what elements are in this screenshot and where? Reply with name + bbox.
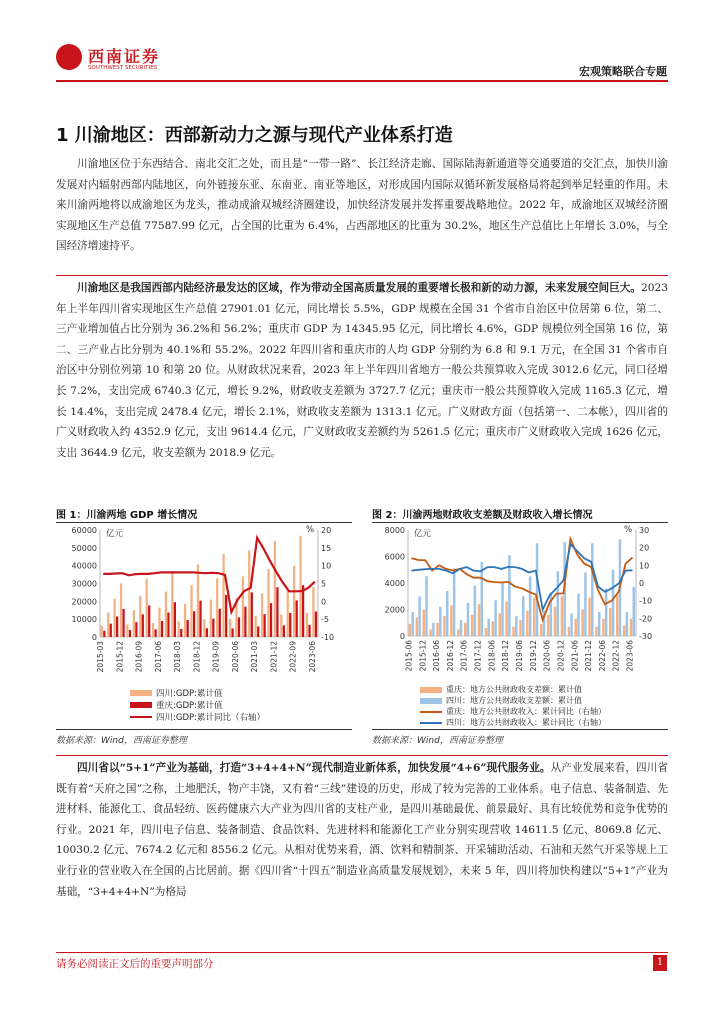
chart-bar (591, 543, 593, 636)
y-axis-unit: 亿元 (106, 529, 124, 539)
chart-bar (626, 612, 628, 636)
x-tick-label: 2019-12 (528, 640, 538, 672)
chart-bar (526, 611, 528, 636)
x-tick-label: 2021-12 (584, 640, 594, 672)
chart-bar (184, 604, 186, 637)
chart-bar (178, 621, 180, 637)
chart-bar (158, 608, 160, 637)
paragraph-1-text: 川渝地区位于东西结合、南北交汇之处，而且是“一带一路”、长江经济走廊、国际陆海新通道等交通要道的交汇点，加快川渝发展对内辐射西部内陆地区，向外链接东亚、东南亚、南亚等地区，对形成国内国际双循环新发展格局将起到举足轻重的作用。未来川渝两地将以成渝地区为龙头，推动成渝双城经济圈建设，加快经济发展并发挥重要战略地位。2022 年，成渝地区双城经济圈实现地区生产总值 77587.99 亿元，占全国的比重为 6.4%，占西部地区的比重为 30.2%，地区生产总值比上年增长 3.0%，与全国经济增速持平。 (56, 158, 668, 253)
x-tick-label: 2018-06 (487, 640, 497, 672)
y-tick-label: 2000 (384, 605, 405, 615)
x-tick-label: 2015-12 (115, 641, 125, 673)
logo-text-cn: 西南证券 (88, 47, 161, 66)
chart-bar (623, 625, 625, 636)
x-tick-label: 2017-06 (153, 641, 163, 673)
chart-bar (139, 596, 141, 637)
chart-bar (180, 629, 182, 637)
chart-bar (557, 571, 559, 636)
x-tick-label: 2018-12 (192, 641, 202, 673)
chart-bar (529, 576, 531, 636)
chart-bar (122, 609, 124, 637)
legend-line-icon (420, 722, 442, 724)
chart-bar (312, 587, 314, 637)
chart-bar (411, 612, 413, 636)
chart-bar (274, 541, 276, 637)
chart-bar (296, 600, 298, 637)
chart-bar (152, 623, 154, 637)
chart-bar (171, 571, 173, 637)
chart-bar (267, 569, 269, 637)
x-tick-label: 2015-03 (96, 641, 106, 673)
figure-2-legend-item-cq-bar: 重庆：地方公共财政收支差额：累计值 (420, 684, 606, 695)
x-tick-label: 2021-03 (250, 641, 260, 673)
chart-bar (225, 595, 227, 637)
chart-bar (540, 624, 542, 636)
chart-bar (409, 624, 411, 636)
chart-bar (505, 602, 507, 636)
x-tick-label: 2016-06 (432, 640, 442, 672)
x-tick-label: 2015-12 (418, 640, 428, 672)
x-tick-label: 2021-06 (570, 640, 580, 672)
chart-bar (478, 604, 480, 636)
chart-bar (216, 578, 218, 637)
chart-bar (126, 625, 128, 637)
chart-bar (113, 599, 115, 637)
x-tick-label: 2020-06 (542, 640, 552, 672)
y2-tick-label: 0 (639, 579, 645, 588)
y-tick-label: 6000 (384, 552, 405, 562)
chart-bar (231, 628, 233, 637)
chart-bar (222, 554, 224, 637)
paragraph-3-text: 从产业发展来看，四川省既有着“天府之国”之称，土地肥沃，物产丰饶，又有着“三线”建设的历史，形成了较为完善的工业体系。电子信息、装备制造、先进材料、能源化工、食品轻纺、医药健康六大产业为四川省的支柱产业，是四川基础最优、前景最好、具有比较优势和竞争优势的行业。2021 年，四川电子信息、装备制造、食品饮料、先进材料和能源化工产业分别实现营收 14611.5 亿元、8069.8 亿元、10030.2 亿元、7674.2 亿元和 8556.2 亿元。从相对优势来看，酒、饮料和精制茶、开采辅助活动、石油和天然气开采等规上工业行业的营业收入在全国的占比居前。据《四川省“十四五”制造业高质量发展规划》，未来 5 年，四川将加快构建以“5+1”产业为基础，“3+4+4+N”为格局 (56, 762, 668, 898)
chart-bar (584, 572, 586, 636)
x-tick-label: 2016-09 (134, 641, 144, 673)
chart-bar (308, 625, 310, 637)
x-tick-label: 2016-12 (445, 640, 455, 672)
logo-mark-icon (56, 44, 82, 70)
chart-bar (251, 592, 253, 637)
chart-bar (453, 568, 455, 636)
y2-tick-label: 15 (321, 543, 332, 553)
chart-bar (450, 606, 452, 636)
y2-axis-unit: % (306, 525, 315, 535)
x-tick-label: 2020-12 (556, 640, 566, 672)
logo-text-en: SOUTHWEST SECURITIES (88, 65, 158, 71)
chart-bar (133, 610, 135, 637)
paragraph-divider (56, 755, 668, 756)
chart-bar (471, 615, 473, 636)
chart-bar (436, 623, 438, 636)
chart-bar (609, 608, 611, 636)
chart-bar (630, 619, 632, 636)
y-tick-label: 8000 (384, 526, 405, 535)
y-tick-label: 10000 (71, 615, 97, 625)
chart-bar (612, 570, 614, 636)
legend-line-icon (420, 711, 442, 713)
chart-bar (481, 562, 483, 636)
figure-1-chart (56, 524, 352, 684)
y2-axis-unit: % (624, 525, 633, 535)
chart-bar (512, 627, 514, 636)
chart-bar (165, 592, 167, 637)
y-tick-label: 50000 (71, 543, 97, 553)
x-tick-label: 2018-12 (501, 640, 511, 672)
chart-bar (107, 612, 109, 637)
chart-bar (244, 607, 246, 637)
chart-bar (598, 612, 600, 636)
chart-bar (142, 614, 144, 637)
chart-bar (299, 536, 301, 637)
chart-bar (443, 616, 445, 636)
chart-bar (425, 576, 427, 636)
y2-tick-label: -10 (639, 596, 653, 606)
figure-1-legend-item-yoy: 四川:GDP:累计同比（右轴） (130, 711, 265, 723)
figure-2-chart (372, 524, 668, 684)
chart-bar (261, 593, 263, 637)
chart-bar (464, 623, 466, 636)
y-tick-label: 30000 (71, 579, 97, 589)
y-tick-label: 20000 (71, 597, 97, 607)
footer-divider (56, 952, 668, 953)
chart-bar (276, 587, 278, 637)
legend-swatch-icon (130, 690, 152, 696)
chart-bar (197, 564, 199, 637)
chart-bar (129, 630, 131, 637)
footer-disclaimer: 请务必阅读正文后的重要声明部分 (56, 958, 214, 970)
chart-bar (595, 627, 597, 636)
figure-1-legend-item-chongqing: 重庆:GDP:累计值 (130, 699, 265, 711)
chart-bar (561, 596, 563, 636)
paragraph-3 (56, 758, 668, 902)
y2-tick-label: 20 (639, 543, 650, 553)
chart-bar (238, 617, 240, 637)
chart-bar (103, 631, 105, 637)
chart-bar (270, 603, 272, 637)
figure-1-source: 数据来源：Wind，西南证券整理 (56, 736, 187, 746)
legend-swatch-icon (420, 687, 442, 693)
y-tick-label: 60000 (71, 526, 97, 535)
chart-bar (570, 613, 572, 636)
y-tick-label: 0 (91, 633, 97, 642)
chart-bar (190, 585, 192, 637)
chart-bar (264, 614, 266, 637)
x-tick-label: 2019-09 (211, 641, 221, 673)
x-tick-label: 2023-06 (307, 641, 317, 673)
chart-bar (280, 615, 282, 637)
chart-bar (581, 610, 583, 637)
figure-1-title: 图 1：川渝两地 GDP 增长情况 (56, 510, 198, 521)
chart-bar (293, 566, 295, 637)
y2-tick-label: 30 (639, 526, 650, 535)
chart-bar (605, 588, 607, 636)
y2-tick-label: -10 (321, 633, 335, 642)
chart-bar (255, 616, 257, 637)
chart-bar (110, 624, 112, 637)
chart-bar (616, 595, 618, 636)
chart-bar (522, 596, 524, 636)
y-tick-label: 4000 (384, 579, 405, 588)
chart-series-line (103, 538, 315, 612)
chart-bar (187, 620, 189, 637)
chart-bar (467, 603, 469, 636)
y2-tick-label: -20 (639, 614, 653, 624)
chart-bar (203, 619, 205, 637)
chart-bar (474, 586, 476, 636)
chart-bar (423, 610, 425, 637)
paragraph-1 (56, 154, 668, 257)
chart-bar (148, 605, 150, 637)
figure-1-legend-item-sichuan: 四川:GDP:累计值 (130, 687, 265, 699)
chart-bar (494, 600, 496, 636)
report-series-title: 宏观策略联合专题 (579, 65, 667, 78)
chart-bar (439, 607, 441, 636)
page-number: 1 (653, 955, 667, 971)
figure-2-legend-item-sc-line: 四川：地方公共财政收入：累计同比（右轴） (420, 717, 606, 728)
x-tick-label: 2019-06 (515, 640, 524, 672)
x-tick-label: 2015-06 (404, 640, 414, 672)
y-tick-label: 0 (399, 632, 405, 641)
y2-tick-label: -30 (639, 632, 653, 641)
y-axis-unit: 亿元 (414, 529, 432, 539)
paragraph-3-lead: 四川省以“5+1”产业为基础，打造“3+4+4+N”现代制造业新体系，加快发展“4+6”现代服务业。 (77, 762, 551, 774)
figure-2-top-rule (372, 522, 668, 523)
chart-bar (633, 587, 635, 636)
chart-bar (302, 585, 304, 637)
chart-bar (492, 621, 494, 636)
chart-bar (210, 600, 212, 637)
chart-bar (229, 619, 231, 637)
chart-bar (485, 628, 487, 636)
figure-2-title: 图 2：川渝两地财政收支差额及财政收入增长情况 (372, 510, 593, 521)
chart-bar (554, 607, 556, 636)
chart-bar (519, 620, 521, 636)
y2-tick-label: 0 (321, 597, 327, 607)
figure-2-bottom-rule (372, 729, 668, 730)
y-tick-label: 40000 (71, 561, 97, 571)
x-tick-label: 2021-12 (269, 641, 279, 673)
chart-bar (135, 622, 137, 637)
chart-bar (416, 617, 418, 636)
chart-bar (418, 596, 420, 636)
chart-bar (457, 629, 459, 636)
x-tick-label: 2022-09 (288, 641, 298, 673)
y2-tick-label: 5 (321, 579, 327, 589)
paragraph-2-lead: 川渝地区是我国西部内陆经济最发达的区域，作为带动全国高质量发展的重要增长极和新的动力源，未来发展空间巨大。 (77, 282, 642, 294)
chart-bar (432, 623, 434, 636)
paragraph-divider (56, 275, 668, 276)
chart-bar (283, 625, 285, 637)
chart-bar (315, 611, 317, 637)
chart-bar (155, 629, 157, 637)
figure-1-bottom-rule (56, 729, 352, 730)
figure-2-legend-item-cq-line: 重庆：地方公共财政收入：累计同比（右轴） (420, 706, 606, 717)
chart-bar (568, 627, 570, 636)
chart-bar (501, 582, 503, 636)
brand-logo (56, 44, 186, 84)
y2-tick-label: 10 (321, 561, 332, 571)
chart-bar (242, 576, 244, 637)
chart-bar (248, 550, 250, 637)
chart-bar (219, 609, 221, 637)
chart-bar (199, 601, 201, 637)
chart-bar (161, 621, 163, 637)
chart-bar (547, 615, 549, 636)
y2-tick-label: -5 (321, 615, 329, 625)
chart-bar (575, 619, 577, 636)
x-tick-label: 2020-06 (230, 641, 240, 673)
chart-bar (499, 613, 501, 636)
paragraph-2-text: 2023 年上半年四川省实现地区生产总值 27901.01 亿元，同比增长 5.5%，GDP 规模在全国 31 个省市自治区中位居第 6 位，第二、三产业增加值占比分别为 36.2%和 56.2%；重庆市 GDP 为 14345.95 亿元，同比增长 4.6%，GDP 规模位列全国第 16 位，第二、三产业占比分别为 40.1%和 55.2%。2022 年四川省和重庆市的人均 GDP 分别约为 6.8 和 9.1 万元，在全国 31 个省市自治区中分别位列第 10 和第 20 位。从财政状况来看，2023 年上半年四川省地方一般公共预算收入完成 3012.6 亿元，同口径增长 7.2%，支出完成 6740.3 亿元，增长 9.2%，财政收支差额为 3727.7 亿元；重庆市一般公共预算收入完成 1165.3 亿元，增长 14.4%，支出完成 2478.4 亿元，增长 2.1%，财政收支差额为 1313.1 亿元。广义财政方面（包括第一、二本帐），四川省的广义财政收入约 4352.9 亿元，支出 9614.4 亿元，广义财政收支差额约为 5261.5 亿元；重庆市广义财政收入完成 1626 亿元，支出 3644.9 亿元，收支差额为 2018.9 亿元。 (56, 282, 668, 459)
chart-bar (174, 602, 176, 637)
legend-line-icon (130, 716, 152, 718)
x-tick-label: 2023-06 (625, 640, 635, 672)
figure-2-legend (420, 684, 606, 728)
section-title: 1 川渝地区：西部新动力之源与现代产业体系打造 (56, 125, 453, 146)
chart-bar (536, 543, 538, 636)
chart-bar (487, 619, 489, 636)
chart-bar (193, 611, 195, 637)
chart-bar (206, 628, 208, 637)
chart-bar (287, 591, 289, 637)
chart-bar (101, 626, 103, 637)
chart-bar (602, 619, 604, 636)
legend-swatch-icon (130, 702, 152, 708)
figure-2-source: 数据来源：Wind，西南证券整理 (372, 736, 503, 746)
chart-bar (120, 584, 122, 638)
chart-bar (289, 613, 291, 637)
x-tick-label: 2017-12 (473, 640, 483, 672)
paragraph-2 (56, 278, 668, 463)
chart-bar (446, 591, 448, 636)
chart-bar (167, 613, 169, 637)
y2-tick-label: 20 (321, 526, 332, 535)
chart-bar (257, 626, 259, 637)
figure-1-legend (130, 687, 265, 723)
x-tick-label: 2022-06 (597, 640, 607, 672)
chart-bar (146, 579, 148, 637)
chart-bar (577, 594, 579, 636)
figure-1-top-rule (56, 522, 352, 523)
chart-bar (588, 598, 590, 636)
x-tick-label: 2017-06 (459, 640, 469, 672)
chart-bar (116, 616, 118, 637)
chart-bar (515, 616, 517, 636)
y2-tick-label: 10 (639, 561, 650, 571)
header-divider (56, 80, 668, 82)
figure-2-legend-item-sc-bar: 四川：地方公共财政收支差额：累计值 (420, 695, 606, 706)
chart-bar (212, 619, 214, 637)
chart-bar (460, 620, 462, 636)
chart-bar (533, 598, 535, 636)
x-tick-label: 2018-03 (173, 641, 183, 673)
x-tick-label: 2022-12 (611, 640, 621, 672)
chart-bar (429, 629, 431, 636)
chart-bar (306, 613, 308, 637)
legend-swatch-icon (420, 698, 442, 704)
